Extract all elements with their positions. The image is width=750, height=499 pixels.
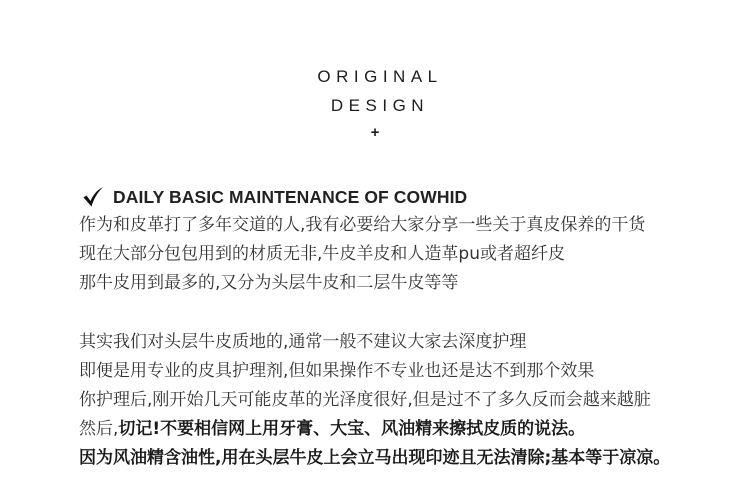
paragraph-line: 即便是用专业的皮具护理剂,但如果操作不专业也还是达不到那个效果 <box>79 361 595 381</box>
warning-reason-text: 因为风油精含油性,用在头层牛皮上会立马出现印迹且无法清除;基本等于凉凉。 <box>79 448 671 468</box>
brand-plus-mark: + <box>370 124 380 141</box>
brand-line-original: ORIGINAL <box>317 67 443 86</box>
brand-line-design: DESIGN <box>330 96 430 115</box>
paragraph-line: 那牛皮用到最多的,又分为头层牛皮和二层牛皮等等 <box>79 273 459 293</box>
warning-prefix: 然后, <box>79 419 119 439</box>
paragraph-line: 你护理后,刚开始几天可能皮革的光泽度很好,但是过不了多久反而会越来越脏 <box>79 390 651 410</box>
section-title: DAILY BASIC MAINTENANCE OF COWHID <box>113 186 468 207</box>
paragraph-intro <box>79 211 645 298</box>
checkmark-icon <box>82 186 104 208</box>
warning-text: 切记!不要相信网上用牙膏、大宝、风油精来擦拭皮质的说法。 <box>118 419 586 439</box>
paragraph-line: 现在大部分包包用到的材质无非,牛皮羊皮和人造革pu或者超纤皮 <box>79 244 565 264</box>
section-heading <box>82 185 467 209</box>
paragraph-line: 其实我们对头层牛皮质地的,通常一般不建议大家去深度护理 <box>79 332 527 352</box>
paragraph-line-warning <box>79 415 670 444</box>
paragraph-care-advice <box>79 328 670 473</box>
paragraph-line: 作为和皮革打了多年交道的人,我有必要给大家分享一些关于真皮保养的干货 <box>79 215 646 235</box>
